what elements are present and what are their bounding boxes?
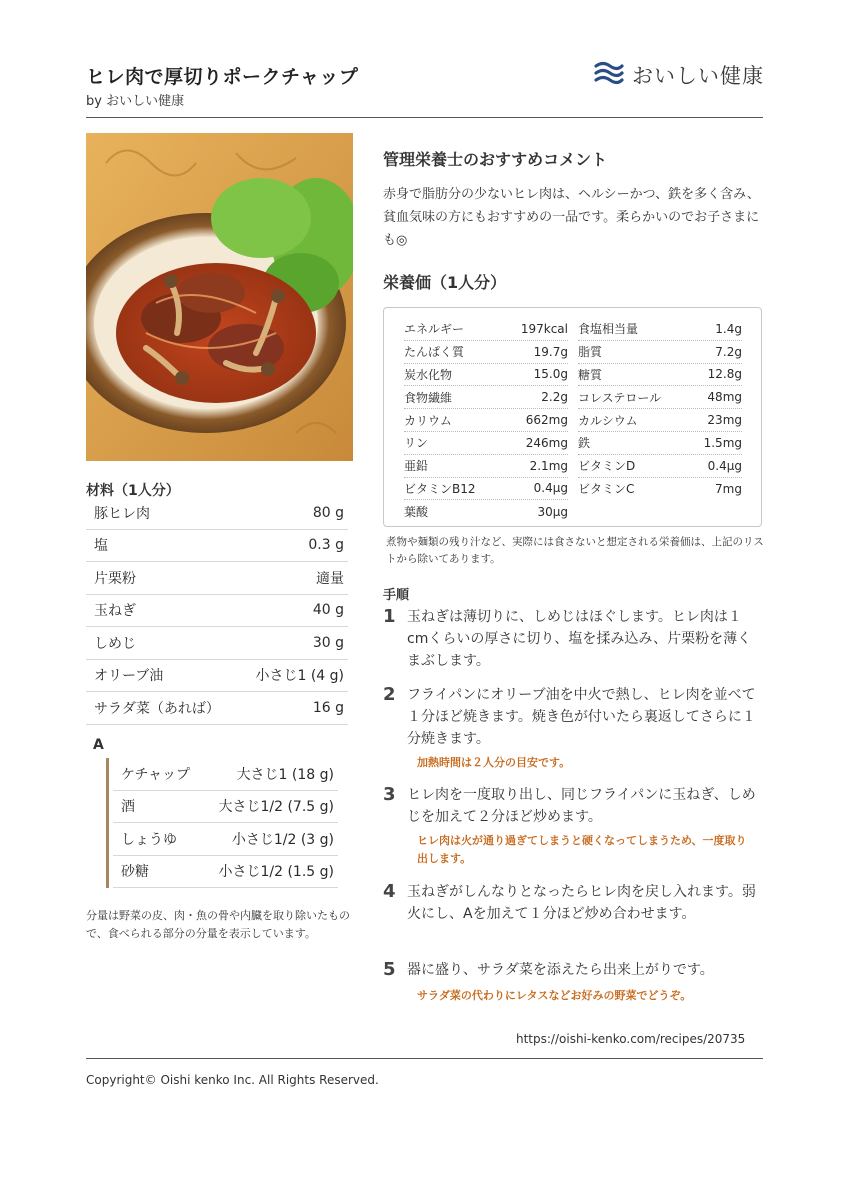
ingredient-name: ケチャップ	[121, 766, 191, 783]
nutrient-name: 食物繊維	[404, 390, 453, 405]
nutrient-name: 鉄	[578, 436, 591, 451]
recipe-title: ヒレ肉で厚切りポークチャップ	[86, 66, 359, 88]
header-divider	[86, 117, 763, 118]
nutrient-value: 7.2g	[715, 344, 742, 359]
nutrient-value: 7mg	[715, 481, 742, 496]
nutrition-title: 栄養価（1人分）	[383, 273, 507, 292]
step-text: 玉ねぎがしんなりとなったらヒレ肉を戻し入れます。弱火にし、Aを加えて１分ほど炒め合わせます。	[407, 884, 756, 922]
ingredient-row	[86, 595, 348, 628]
nutrient-name: コレステロール	[578, 390, 662, 405]
nutrition-note: 煮物や麺類の残り汁など、実際には食さないと想定される栄養価は、上記のリストから除いてあります。	[386, 536, 764, 565]
ingredients-list	[86, 497, 348, 725]
ingredient-row	[86, 530, 348, 563]
group-a-list	[113, 758, 338, 888]
recipe-byline: by おいしい健康	[86, 94, 185, 109]
comment-text: 赤身で脂肪分の少ないヒレ肉は、ヘルシーかつ、鉄を多く含み、貧血気味の方にもおすすめの一品です。柔らかいのでお子さまにも◎	[383, 187, 760, 248]
step-4	[383, 881, 763, 925]
nutrient-name: たんぱく質	[404, 345, 465, 360]
step-text: 器に盛り、サラダ菜を添えたら出来上がりです。	[407, 962, 714, 978]
nutrition-row	[404, 318, 568, 341]
copyright-text: Copyright© Oishi kenko Inc. All Rights Reserved.	[86, 1073, 379, 1087]
ingredient-row	[86, 562, 348, 595]
nutrient-name: ビタミンB12	[404, 481, 476, 496]
nutrient-name: ビタミンD	[578, 459, 636, 474]
ingredient-name: 片栗粉	[94, 570, 136, 587]
step-text: フライパンにオリーブ油を中火で熱し、ヒレ肉を並べて１分ほど焼きます。焼き色が付いたら裏返してさらに１分焼きます。	[407, 687, 756, 747]
step-number: 1	[383, 606, 396, 627]
nutrition-col-left	[404, 318, 568, 523]
group-a-label: A	[93, 737, 104, 753]
step-number: 2	[383, 684, 396, 705]
nutrition-row	[578, 341, 742, 364]
ingredient-row	[113, 856, 338, 889]
nutrient-value: 30μg	[537, 504, 568, 519]
nutrition-row	[404, 432, 568, 455]
nutrient-name: ビタミンC	[578, 482, 635, 497]
nutrition-row	[404, 386, 568, 409]
step-number: 4	[383, 881, 396, 902]
nutrient-value: 48mg	[707, 390, 742, 405]
ingredient-name: しめじ	[94, 635, 136, 652]
nutrient-value: 662mg	[525, 413, 568, 428]
ingredient-row	[86, 692, 348, 725]
footer-divider	[86, 1058, 763, 1059]
nutrient-name: カリウム	[404, 413, 452, 428]
ingredient-amount: 小さじ1 (4 g)	[255, 668, 344, 685]
ingredient-amount: 小さじ1/2 (3 g)	[231, 831, 334, 848]
ingredient-row	[86, 627, 348, 660]
nutrition-row	[578, 455, 742, 478]
step-number: 3	[383, 784, 396, 805]
step-tip: 加熱時間は２人分の目安です。	[417, 756, 571, 769]
ingredients-note: 分量は野菜の皮、肉・魚の骨や内臓を取り除いたもので、食べられる部分の分量を表示しています。	[86, 909, 350, 940]
comment-title: 管理栄養士のおすすめコメント	[383, 150, 608, 169]
step-text: 玉ねぎは薄切りに、しめじはほぐします。ヒレ肉は１cmくらいの厚さに切り、塩を揉み込み、片栗粉を薄くまぶします。	[407, 609, 752, 669]
ingredient-name: オリーブ油	[94, 668, 164, 685]
nutrient-name: 亜鉛	[404, 459, 429, 474]
nutrient-value: 19.7g	[533, 344, 568, 359]
nutrient-value: 23mg	[707, 413, 742, 428]
nutrient-value: 12.8g	[707, 367, 742, 382]
ingredient-name: 豚ヒレ肉	[94, 505, 150, 522]
nutrient-name: 葉酸	[404, 505, 429, 520]
recipe-url-link[interactable]: https://oishi-kenko.com/recipes/20735	[516, 1032, 746, 1046]
steps-title: 手順	[383, 588, 410, 603]
ingredient-amount: 大さじ1/2 (7.5 g)	[218, 799, 334, 816]
ingredient-amount: 40 g	[312, 602, 344, 619]
ingredient-row	[86, 660, 348, 693]
nutrient-value: 197kcal	[520, 321, 568, 336]
nutrient-name: 炭水化物	[404, 367, 453, 382]
nutrition-table	[383, 307, 762, 527]
nutrition-col-right	[578, 318, 742, 500]
nutrition-row	[578, 409, 742, 432]
ingredient-row	[113, 758, 338, 791]
nutrient-value: 0.4μg	[533, 481, 568, 496]
step-5	[383, 959, 763, 981]
nutrient-value: 1.5mg	[703, 435, 742, 450]
nutrient-name: エネルギー	[404, 322, 465, 337]
ingredient-amount: 適量	[316, 570, 344, 587]
nutrition-row	[404, 341, 568, 364]
nutrient-value: 15.0g	[533, 367, 568, 382]
nutrition-row	[578, 478, 742, 501]
nutrient-name: 食塩相当量	[578, 322, 639, 337]
nutrition-row	[578, 364, 742, 387]
ingredient-amount: 80 g	[312, 504, 344, 521]
ingredient-name: しょうゆ	[121, 831, 177, 848]
nutrition-row	[404, 455, 568, 478]
nutrition-row	[404, 364, 568, 387]
brand-logo[interactable]	[594, 60, 764, 90]
ingredient-amount: 0.3 g	[308, 537, 344, 554]
logo-wave-icon	[594, 60, 624, 90]
group-a-bar	[106, 758, 109, 888]
step-3	[383, 784, 763, 828]
nutrient-name: 脂質	[578, 345, 603, 360]
ingredients-title: 材料（1人分）	[86, 483, 180, 499]
ingredient-amount: 大さじ1 (18 g)	[236, 766, 334, 783]
nutrient-value: 2.2g	[541, 390, 568, 405]
ingredient-row	[113, 823, 338, 856]
nutrition-row	[578, 432, 742, 455]
ingredient-name: 玉ねぎ	[94, 603, 136, 620]
ingredient-name: サラダ菜（あれば）	[94, 700, 220, 717]
nutrition-row	[578, 386, 742, 409]
step-text: ヒレ肉を一度取り出し、同じフライパンに玉ねぎ、しめじを加えて２分ほど炒めます。	[407, 787, 756, 825]
step-tip: サラダ菜の代わりにレタスなどお好みの野菜でどうぞ。	[417, 989, 692, 1002]
ingredient-amount: 小さじ1/2 (1.5 g)	[218, 864, 334, 881]
dish-photo	[86, 133, 353, 461]
nutrient-name: カルシウム	[578, 413, 638, 428]
ingredient-row	[86, 497, 348, 530]
nutrient-value: 0.4μg	[707, 458, 742, 473]
nutrient-value: 246mg	[525, 435, 568, 450]
ingredient-name: 砂糖	[121, 864, 149, 881]
step-number: 5	[383, 959, 396, 980]
ingredient-amount: 16 g	[312, 699, 344, 716]
nutrition-row	[404, 409, 568, 432]
nutrient-value: 2.1mg	[529, 458, 568, 473]
nutrition-row	[578, 318, 742, 341]
logo-text: おいしい健康	[632, 64, 764, 88]
ingredient-name: 酒	[121, 799, 135, 816]
nutrient-name: 糖質	[578, 367, 603, 382]
nutrient-value: 1.4g	[715, 321, 742, 336]
nutrition-row	[404, 500, 568, 523]
nutrient-name: リン	[404, 436, 429, 451]
step-2	[383, 684, 763, 750]
ingredient-name: 塩	[94, 538, 108, 555]
nutrition-row	[404, 478, 568, 501]
step-1	[383, 606, 763, 672]
ingredient-amount: 30 g	[312, 634, 344, 651]
step-tip: ヒレ肉は火が通り過ぎてしまうと硬くなってしまうため、一度取り出します。	[417, 834, 747, 865]
ingredient-row	[113, 791, 338, 824]
